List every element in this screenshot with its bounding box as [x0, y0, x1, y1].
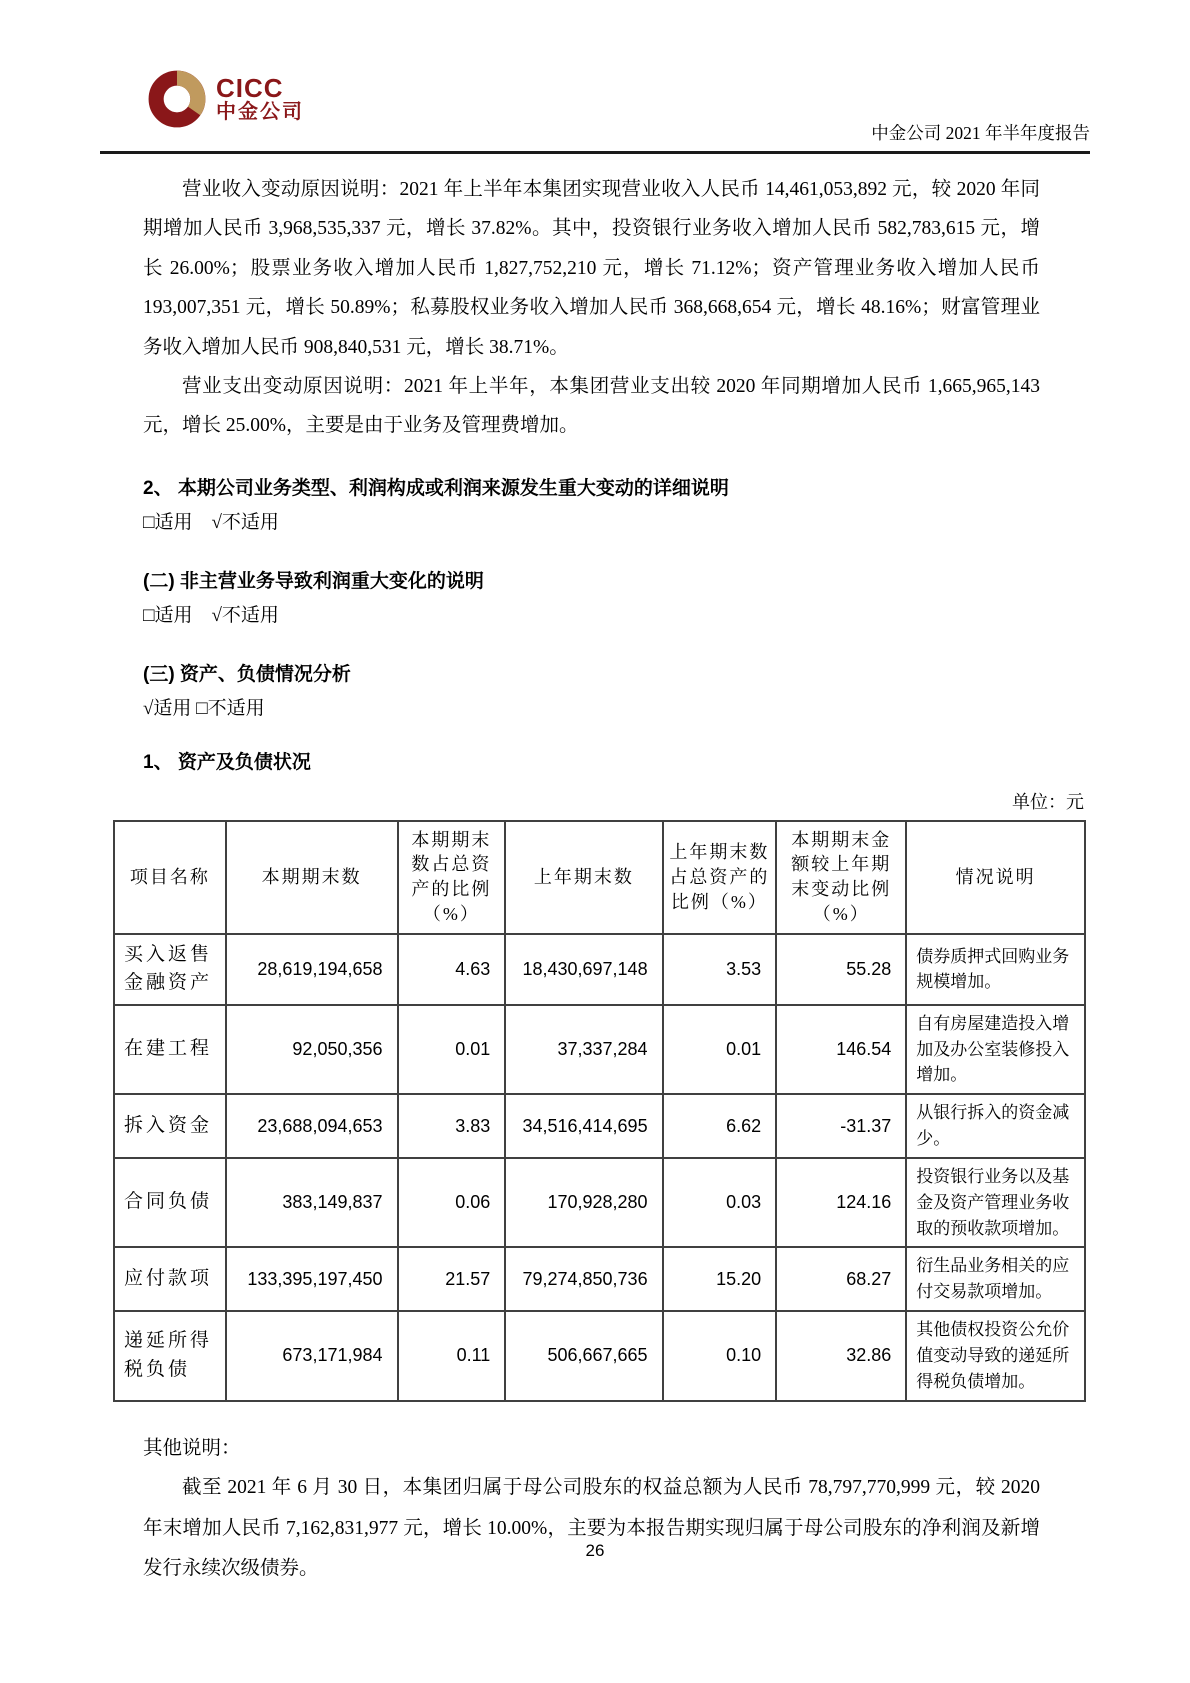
- body-content: [143, 170, 1040, 774]
- cell-note: 投资银行业务以及基金及资产管理业务收取的预收款项增加。: [906, 1158, 1085, 1247]
- row-item-name: 递延所得税负债: [114, 1311, 226, 1400]
- col-header-current-pct: 本期期末数占总资产的比例（%）: [398, 821, 506, 934]
- row-item-name: 在建工程: [114, 1005, 226, 1094]
- cicc-brand: [148, 70, 304, 128]
- brand-name-en: CICC: [216, 72, 284, 103]
- table-row: [114, 1158, 1085, 1247]
- brand-name-cn: 中金公司: [216, 101, 304, 124]
- other-notes-paragraph: 截至 2021 年 6 月 30 日，本集团归属于母公司股东的权益总额为人民币 78,797,770,999 元，较 2020 年末增加人民币 7,162,831,977 元，增长 10.00%，主要为本报告期实现归属于母公司股东的净利润及新增发行永续次级债券。: [143, 1476, 1040, 1580]
- row-item-name: 买入返售金融资产: [114, 934, 226, 1005]
- cell-prior-amount: 18,430,697,148: [505, 934, 662, 1005]
- row-item-name: 拆入资金: [114, 1094, 226, 1158]
- cell-change-pct: -31.37: [776, 1094, 906, 1158]
- cell-prior-pct: 15.20: [663, 1247, 777, 1311]
- cell-current-pct: 21.57: [398, 1247, 506, 1311]
- cell-current-pct: 3.83: [398, 1094, 506, 1158]
- cell-change-pct: 68.27: [776, 1247, 906, 1311]
- applicability-assets-liabilities: √适用 □不适用: [143, 698, 265, 720]
- other-notes-label: 其他说明：: [143, 1437, 241, 1459]
- cell-change-pct: 146.54: [776, 1005, 906, 1094]
- cell-note: 其他债权投资公允价值变动导致的递延所得税负债增加。: [906, 1311, 1085, 1400]
- col-header-note: 情况说明: [906, 821, 1085, 934]
- assets-table-section: [113, 788, 1086, 1402]
- cell-prior-pct: 0.03: [663, 1158, 777, 1247]
- cell-note: 自有房屋建造投入增加及办公室装修投入增加。: [906, 1005, 1085, 1094]
- heading-assets-liabilities-analysis: (三) 资产、负债情况分析: [143, 664, 351, 686]
- row-item-name: 合同负债: [114, 1158, 226, 1247]
- cell-current-amount: 92,050,356: [226, 1005, 398, 1094]
- cell-current-pct: 0.01: [398, 1005, 506, 1094]
- cell-prior-pct: 0.10: [663, 1311, 777, 1400]
- heading-non-main-business: (二) 非主营业务导致利润重大变化的说明: [143, 570, 484, 592]
- row-item-name: 应付款项: [114, 1247, 226, 1311]
- cell-change-pct: 55.28: [776, 934, 906, 1005]
- applicability-non-main-business: □适用 √不适用: [143, 604, 279, 626]
- cicc-logo-icon: [148, 70, 206, 128]
- cell-current-amount: 673,171,984: [226, 1311, 398, 1400]
- col-header-current-amount: 本期期末数: [226, 821, 398, 934]
- brand-text: [216, 72, 304, 124]
- cell-change-pct: 124.16: [776, 1158, 906, 1247]
- table-row: [114, 1094, 1085, 1158]
- table-row: [114, 1005, 1085, 1094]
- unit-label: 单位：元: [1012, 791, 1084, 812]
- cell-note: 从银行拆入的资金减少。: [906, 1094, 1085, 1158]
- paragraph-expense-change: 营业支出变动原因说明：2021 年上半年，本集团营业支出较 2020 年同期增加人民币 1,665,965,143 元，增长 25.00%，主要是由于业务及管理费增加。: [143, 375, 1040, 437]
- cell-note: 债券质押式回购业务规模增加。: [906, 934, 1085, 1005]
- cell-prior-amount: 37,337,284: [505, 1005, 662, 1094]
- col-header-item-name: 项目名称: [114, 821, 226, 934]
- cell-prior-amount: 170,928,280: [505, 1158, 662, 1247]
- cell-current-pct: 0.11: [398, 1311, 506, 1400]
- table-header-row: [114, 821, 1085, 934]
- cell-prior-pct: 6.62: [663, 1094, 777, 1158]
- cell-current-pct: 4.63: [398, 934, 506, 1005]
- page-header: [100, 70, 1090, 154]
- cell-prior-pct: 3.53: [663, 934, 777, 1005]
- col-header-prior-amount: 上年期末数: [505, 821, 662, 934]
- heading-major-change: 2、 本期公司业务类型、利润构成或利润来源发生重大变动的详细说明: [143, 477, 729, 499]
- heading-assets-status: 1、 资产及负债状况: [143, 751, 311, 773]
- table-row: [114, 934, 1085, 1005]
- col-header-prior-pct: 上年期末数占总资产的比例（%）: [663, 821, 777, 934]
- cell-change-pct: 32.86: [776, 1311, 906, 1400]
- other-notes-section: [143, 1432, 1040, 1591]
- cell-current-amount: 23,688,094,653: [226, 1094, 398, 1158]
- cell-current-pct: 0.06: [398, 1158, 506, 1247]
- page-number: 26: [585, 1541, 605, 1560]
- applicability-major-change: □适用 √不适用: [143, 511, 279, 533]
- table-row: [114, 1247, 1085, 1311]
- cell-prior-amount: 79,274,850,736: [505, 1247, 662, 1311]
- cell-current-amount: 28,619,194,658: [226, 934, 398, 1005]
- table-row: [114, 1311, 1085, 1400]
- cell-current-amount: 383,149,837: [226, 1158, 398, 1247]
- cell-note: 衍生品业务相关的应付交易款项增加。: [906, 1247, 1085, 1311]
- report-title: 中金公司 2021 年半年度报告: [871, 123, 1090, 143]
- cell-prior-pct: 0.01: [663, 1005, 777, 1094]
- cell-current-amount: 133,395,197,450: [226, 1247, 398, 1311]
- cell-prior-amount: 506,667,665: [505, 1311, 662, 1400]
- paragraph-revenue-change: 营业收入变动原因说明：2021 年上半年本集团实现营业收入人民币 14,461,053,892 元，较 2020 年同期增加人民币 3,968,535,337 元，增长 37.82%。其中，投资银行业务收入增加人民币 582,783,615 元，增长 26.00%；股票业务收入增加人民币 1,827,752,210 元，增长 71.12%；资产管理业务收入增加人民币 193,007,351 元，增长 50.89%；私募股权业务收入增加人民币 368,668,654 元，增长 48.16%；财富管理业务收入增加人民币 908,840,531 元，增长 38.71%。: [143, 179, 1040, 358]
- cell-prior-amount: 34,516,414,695: [505, 1094, 662, 1158]
- assets-liabilities-table: [113, 820, 1086, 1402]
- col-header-change-pct: 本期期末金额较上年期末变动比例（%）: [776, 821, 906, 934]
